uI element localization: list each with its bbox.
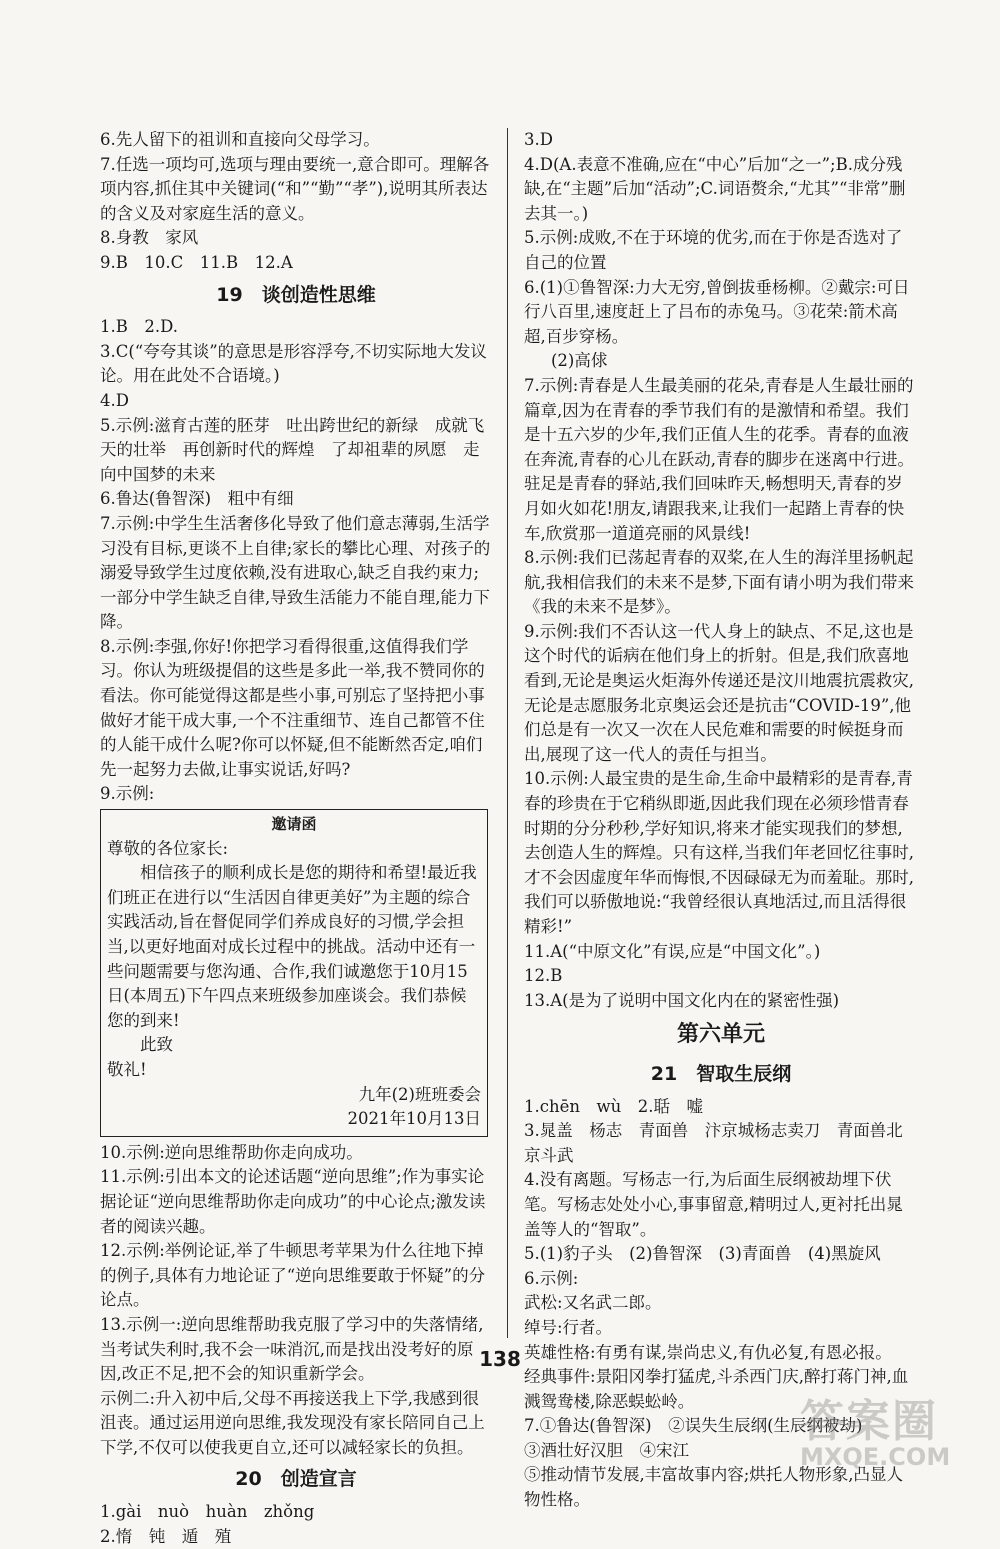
answer-line: 5.示例:滋育古莲的胚芽 吐出跨世纪的新绿 成就飞天的壮举 再创新时代的辉煌 了却祖辈的夙愿 走向中国梦的未来 (100, 415, 485, 484)
unit-six-title: 第六单元 (676, 1022, 765, 1048)
answer-line: 2.惰 钝 遁 殖 (100, 1526, 232, 1546)
answer-line: 3.D (524, 130, 553, 149)
letter-signer: 九年(2)班班委会 (358, 1084, 481, 1104)
answer-line: 11.示例:引出本文的论述话题“逆向思维”;作为事实论据论证“逆向思维帮助你走向成功”的中心论点;激发读者的阅读兴趣。 (100, 1167, 486, 1236)
answer-line: 4.没有离题。写杨志一行,为后面生辰纲被劫埋下伏笔。写杨志处处小心,事事留意,精明过人,更衬托出晁盖等人的“智取”。 (524, 1170, 903, 1239)
answer-line: 11.A(“中原文化”有误,应是“中国文化”。) (524, 941, 821, 961)
answer-line: 8.示例:我们已荡起青春的双桨,在人生的海洋里扬帆起航,我相信我们的未来不是梦,下面有请小明为我们带来《我的未来不是梦》。 (524, 548, 914, 617)
answer-line: 1.gài nuò huàn zhǒng (100, 1502, 315, 1522)
answer-line: 7.任选一项均可,选项与理由要统一,意合即可。理解各项内容,抓住其中关键词(“和”“勤”“孝”),说明其所表达的含义及对家庭生活的意义。 (100, 154, 490, 223)
answer-line: 5.(1)豹子头 (2)鲁智深 (3)青面兽 (4)黑旋风 (524, 1244, 881, 1264)
answer-line: 4.D(A.表意不准确,应在“中心”后加“之一”;B.成分残缺,在“主题”后加“活动”;C.词语赘余,“尤其”“非常”删去其一。) (524, 154, 906, 223)
after-letter-answers (100, 1141, 492, 1461)
answer-line: 10.示例:人最宝贵的是生命,生命中最精彩的是青春,青春的珍贵在于它稍纵即逝,因此我们现在必须珍惜青春时期的分分秒秒,学好知识,将来才能实现我们的梦想,去创造人生的辉煌。只有这样,当我们年老回忆往事时,才不会因虚度年华而悔恨,不因碌碌无为而羞耻。那时,我们可以骄傲地说:“我曾经很认真地活过,而且活得很精彩!” (524, 769, 914, 936)
answer-line: 8.身教 家风 (100, 228, 199, 248)
left-column (100, 128, 492, 1549)
answer-line: 7.示例:青春是人生最美丽的花朵,青春是人生最壮丽的篇章,因为在青春的季节我们有的是激情和希望。我们是十五六岁的少年,我们正值人生的花季。青春的血液在奔流,青春的心儿在跃动,青春的脚步在迷离中行进。驻足是青春的驿站,我们回味昨天,畅想明天,青春的岁月如火如花!朋友,请跟我来,让我们一起踏上青春的快车,欣赏那一道道亮丽的风景线! (524, 375, 914, 543)
watermark-logo (800, 1385, 990, 1471)
letter-title: 邀请函 (271, 815, 317, 834)
letter-date: 2021年10月13日 (347, 1109, 481, 1129)
left-top-answers (100, 128, 492, 276)
answer-line: 9.示例: (100, 784, 155, 804)
watermark-text: 答案圈 (800, 1396, 938, 1447)
section-20-title: 20 创造宣言 (235, 1468, 357, 1491)
watermark-url: MXQE.COM (800, 1443, 951, 1471)
column-divider (507, 128, 508, 1338)
answer-line: 13.示例一:逆向思维帮助我克服了学习中的失落情绪,当考试失利时,我不会一味消沉,而是找出没考好的原因,改正不足,把不会的知识重新学会。 (100, 1314, 484, 1384)
answer-line: 3.晁盖 杨志 青面兽 汴京城杨志卖刀 青面兽北京斗武 (524, 1121, 903, 1165)
letter-closing-2: 敬礼! (107, 1059, 147, 1079)
right-top-answers (524, 128, 918, 1013)
answer-line: 9.B 10.C 11.B 12.A (100, 252, 293, 272)
answer-line: 5.示例:成败,不在于环境的优劣,而在于你是否选对了自己的位置 (524, 228, 903, 272)
answer-line: 8.示例:李强,你好!你把学习看得很重,这值得我们学习。你认为班级提倡的这些是多此一举,我不赞同你的看法。你可能觉得这都是些小事,可别忘了坚持把小事做好才能干成大事,一个不注重细节、连自己都管不住的人能干成什么呢?你可以怀疑,但不能断然否定,咱们先一起努力去做,让事实说话,好吗? (100, 636, 485, 779)
example-line: 英雄性格:有勇有谋,崇尚忠义,有仇必复,有恩必报。 (524, 1342, 892, 1362)
answer-line: 10.示例:逆向思维帮助你走向成功。 (100, 1142, 363, 1162)
answer-line: 7.示例:中学生生活奢侈化导致了他们意志薄弱,生活学习没有目标,更谈不上自律;家长的攀比心理、对孩子的溺爱导致学生过度依赖,没有进取心,缺乏自我约束力;一部分中学生缺乏自律,导致生活能力不能自理,能力下降。 (100, 513, 491, 632)
section-21-title: 21 智取生辰纲 (650, 1062, 792, 1085)
letter-body: 相信孩子的顺利成长是您的期待和希望!最近我们班正在进行以“生活因自律更美好”为主题的综合实践活动,旨在督促同学们养成良好的习惯,学会担当,以更好地面对成长过程中的挑战。活动中还有一些问题需要与您沟通、合作,我们诚邀您于10月15日(本周五)下午四点来班级参加座谈会。我们恭候您的到来! (107, 863, 477, 1030)
answer-line: 示例二:升入初中后,父母不再接送我上下学,我感到很沮丧。通过运用逆向思维,我发现没有家长陪同自己上下学,不仅可以使我更自立,还可以减轻家长的负担。 (100, 1388, 485, 1457)
section-19-answers (100, 315, 492, 807)
answer-line: 12.B (524, 966, 563, 986)
invitation-letter-box (100, 809, 488, 1137)
example-line: 经典事件:景阳冈拳打猛虎,斗杀西门庆,醉打蒋门神,血溅鸳鸯楼,除恶蜈蚣岭。 (524, 1367, 909, 1411)
answer-line: 3.C(“夸夸其谈”的意思是形容浮夸,不切实际地大发议论。用在此处不合语境。) (100, 341, 487, 386)
answer-line: 12.示例:举例论证,举了牛顿思考苹果为什么往地下掉的例子,具体有力地论证了“逆向思维要敢于怀疑”的分论点。 (100, 1241, 486, 1310)
letter-greeting: 尊敬的各位家长: (107, 838, 229, 858)
section-20-answers (100, 1500, 492, 1549)
answer-line: ⑤推动情节发展,丰富故事内容;烘托人物形象,凸显人物性格。 (524, 1465, 904, 1510)
answer-line: 7.①鲁达(鲁智深) ②误失生辰纲(生辰纲被劫) (524, 1416, 863, 1436)
section-19-title: 19 谈创造性思维 (216, 283, 376, 306)
answer-line: 1.B 2.D. (100, 317, 178, 337)
right-column (524, 128, 918, 1513)
page-number: 138 (479, 1347, 521, 1371)
letter-closing-1: 此致 (140, 1035, 173, 1055)
answer-line: 6.鲁达(鲁智深) 粗中有细 (100, 489, 294, 509)
answer-line: 9.示例:我们不否认这一代人身上的缺点、不足,这也是这个时代的诟病在他们身上的折射。但是,我们欣喜地看到,无论是奥运火炬海外传递还是汶川地震抗震救灾,无论是志愿服务北京奥运会还是抗击“COVID-19”,他们总是有一次又一次在人民危难和需要的时候挺身而出,展现了这一代人的责任与担当。 (524, 621, 914, 764)
answer-line: 6.(1)①鲁智深:力大无穷,曾倒拔垂杨柳。②戴宗:可日行八百里,速度赶上了吕布的赤兔马。③花荣:箭术高超,百步穿杨。 (524, 277, 910, 346)
answer-line: 4.D (100, 390, 129, 410)
answer-line: 1.chēn wù 2.聒 嘘 (524, 1096, 703, 1116)
answer-line: (2)高俅 (551, 351, 608, 371)
example-line: 武松:又名武二郎。 (524, 1293, 662, 1313)
answer-line: ③酒壮好汉胆 ④宋江 (524, 1440, 689, 1460)
answer-line: 13.A(是为了说明中国文化内在的紧密性强) (524, 990, 840, 1010)
example-line: 绰号:行者。 (524, 1317, 613, 1337)
answer-line: 6.示例: (524, 1268, 579, 1288)
answer-line: 6.先人留下的祖训和直接向父母学习。 (100, 130, 380, 149)
